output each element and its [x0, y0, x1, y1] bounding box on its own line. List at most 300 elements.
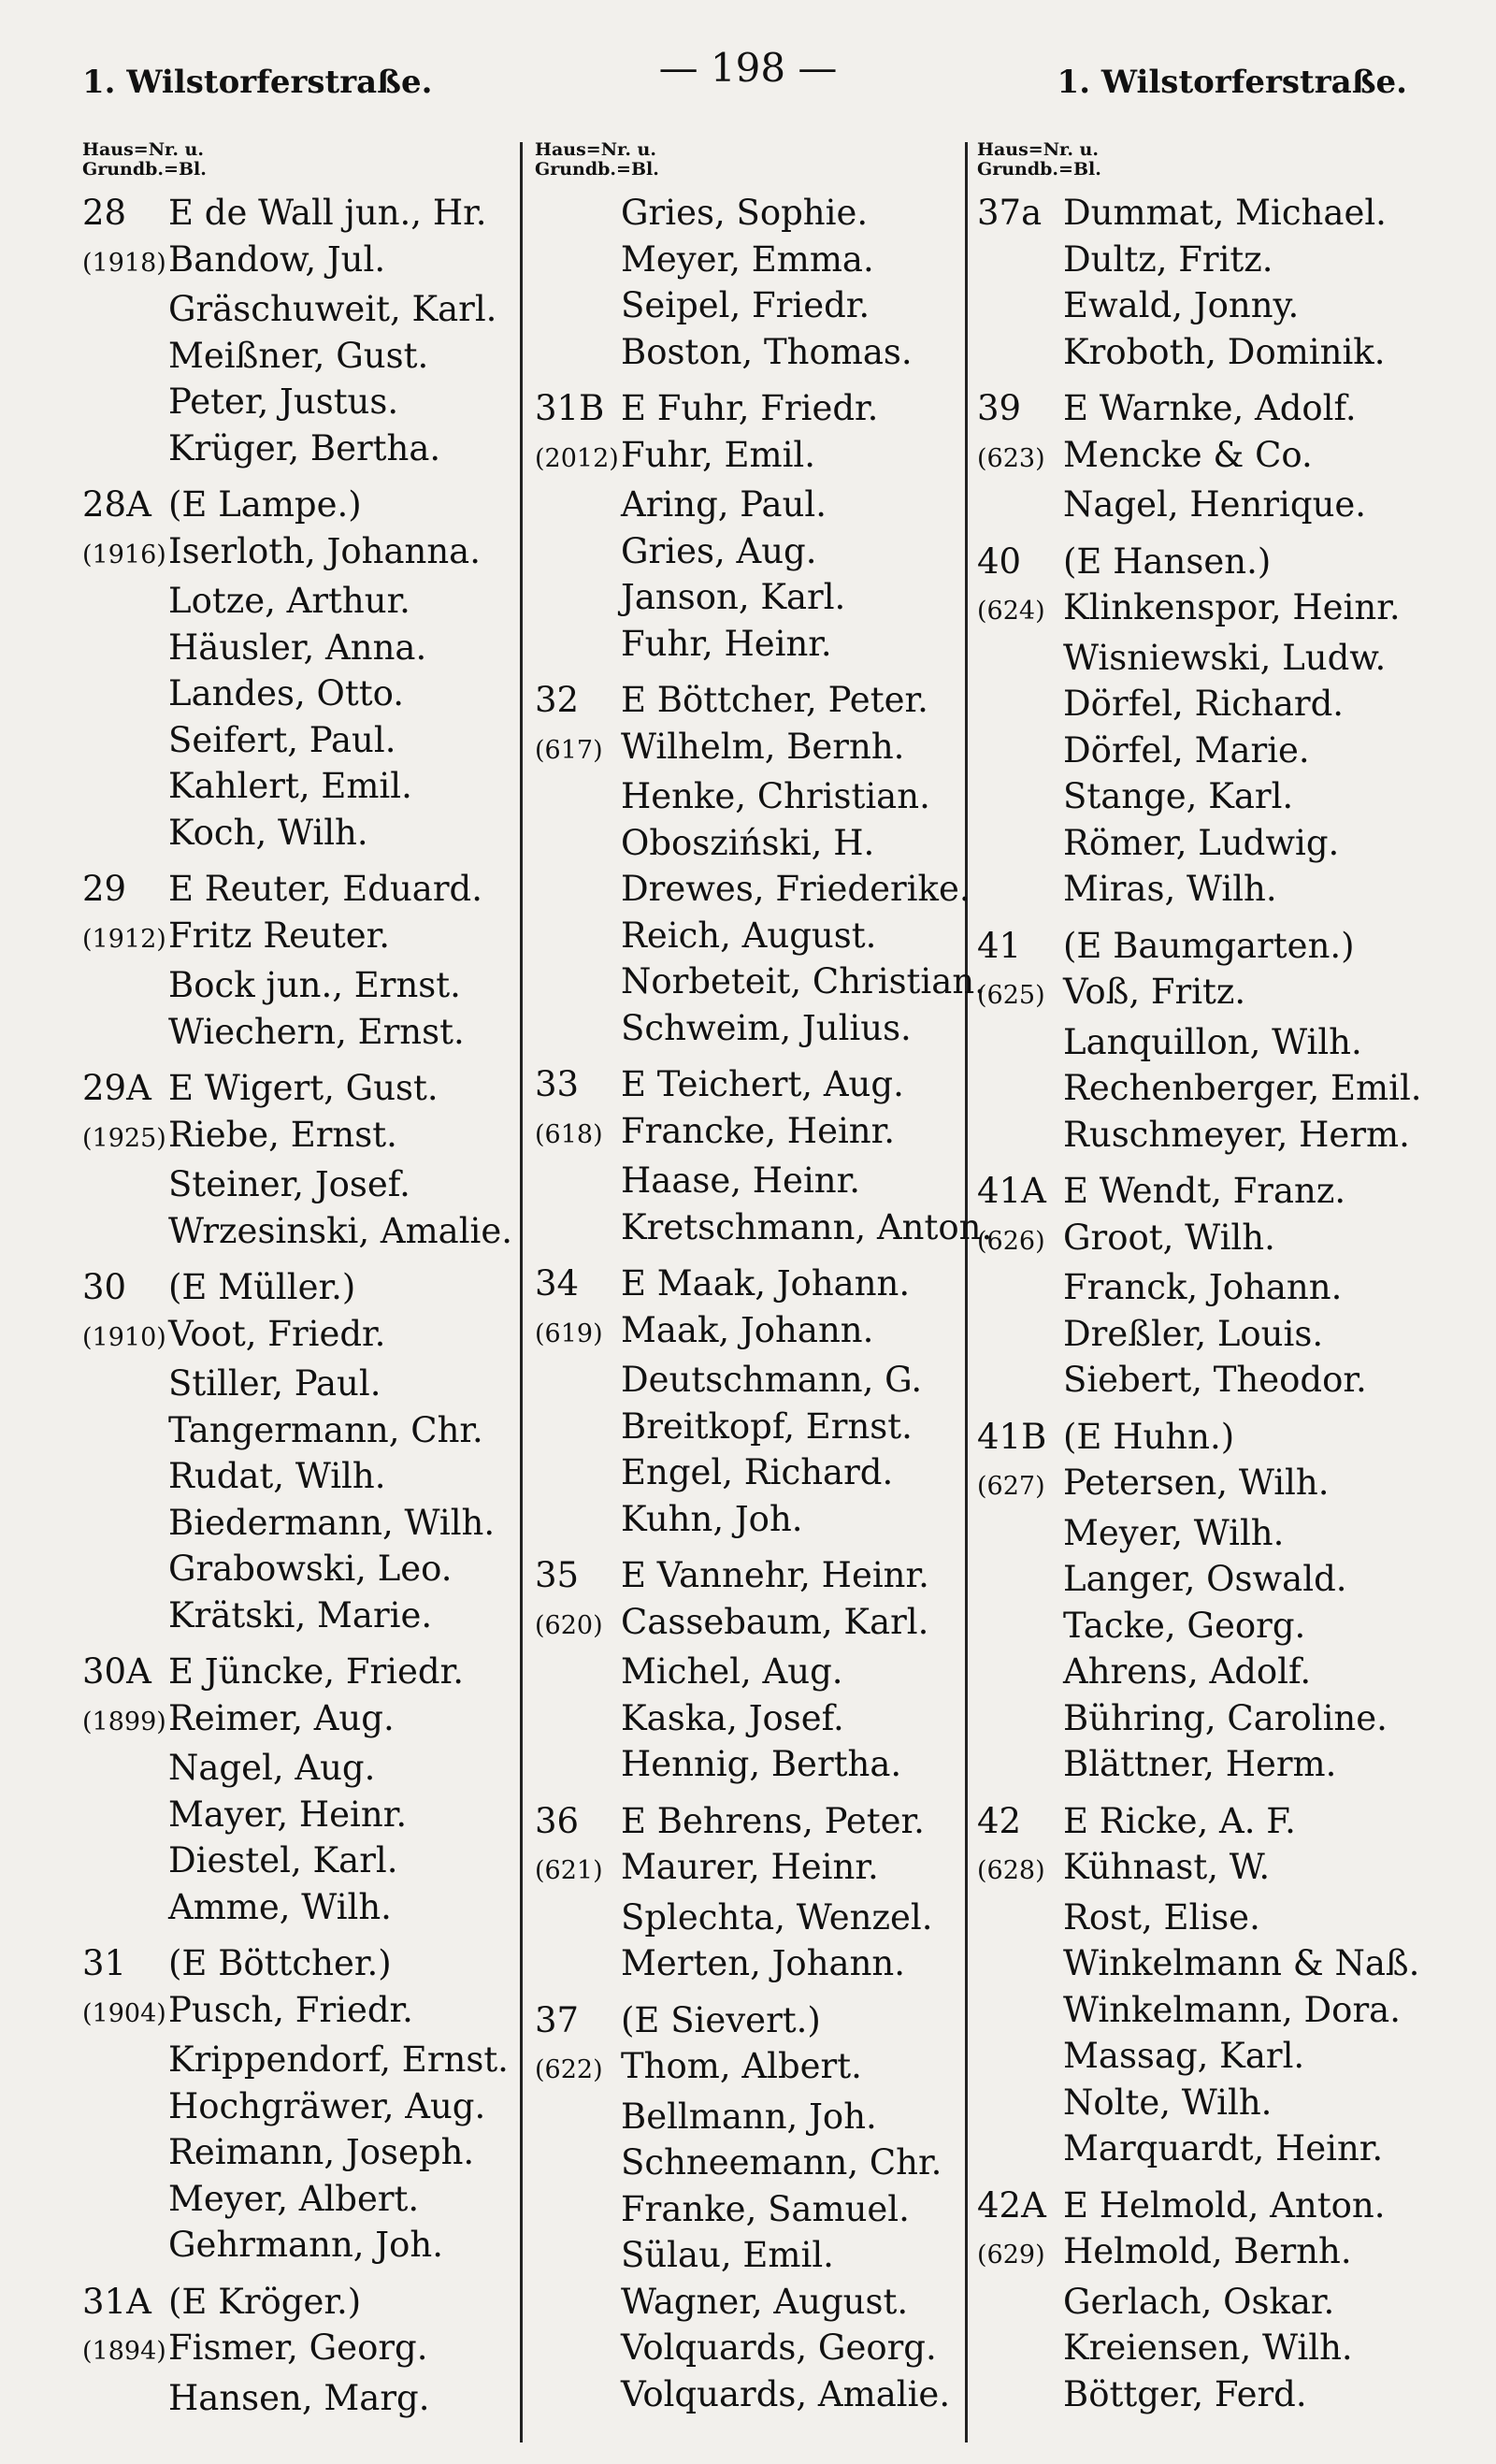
resident-name: Krüger, Bertha. — [168, 427, 441, 468]
grundbuch-number: (622) — [535, 2055, 603, 2084]
resident-name: Diestel, Karl. — [168, 1840, 398, 1880]
owner-name: (E Kröger.) — [168, 2281, 362, 2322]
entry-line — [977, 1019, 1463, 1066]
entry-line — [535, 1798, 982, 1845]
resident-name: Nagel, Aug. — [168, 1748, 376, 1788]
owner-name: E Ricke, A. F. — [1063, 1800, 1296, 1841]
resident-name: Rudat, Wilh. — [168, 1456, 386, 1496]
entry-line — [977, 773, 1463, 820]
house-number: 40 — [977, 540, 1022, 582]
resident-name: Voß, Fritz. — [1063, 972, 1246, 1012]
directory-column-2 — [535, 139, 993, 2417]
entry-line — [977, 237, 1463, 283]
resident-name: Wrzesinski, Amalie. — [168, 1210, 513, 1251]
house-number: 28 — [82, 193, 127, 233]
entry-line — [977, 1112, 1463, 1159]
resident-name: Landes, Otto. — [168, 673, 405, 713]
resident-name: Seifert, Paul. — [168, 719, 396, 760]
column-header: Haus=Nr. u. Grundb.=Bl. — [535, 139, 659, 180]
house-entry — [82, 482, 531, 856]
entry-line — [977, 1510, 1463, 1557]
entry-line — [977, 2279, 1463, 2326]
house-number: 41A — [977, 1171, 1046, 1211]
column-header: Haus=Nr. u. Grundb.=Bl. — [977, 139, 1101, 180]
house-number: 32 — [535, 680, 580, 720]
owner-name: E Wigert, Gust. — [168, 1068, 439, 1108]
resident-name: Reimer, Aug. — [168, 1697, 395, 1738]
house-entry — [535, 1798, 982, 1987]
resident-name: Kroboth, Dominik. — [1063, 331, 1386, 372]
house-entry — [977, 190, 1463, 375]
house-number: 29 — [82, 869, 127, 909]
entry-line — [535, 1895, 982, 1941]
grundbuch-number: (1918) — [82, 248, 166, 278]
house-number: 41 — [977, 925, 1022, 966]
entry-line — [82, 2083, 531, 2130]
entry-line — [82, 670, 531, 717]
house-number: 31A — [82, 2281, 151, 2322]
owner-name: E Böttcher, Peter. — [621, 680, 928, 720]
entry-line — [977, 432, 1463, 483]
entry-line — [535, 1449, 982, 1496]
entry-line — [82, 482, 531, 528]
entry-line — [82, 763, 531, 810]
entry-line — [977, 1603, 1463, 1650]
resident-name: Winkelmann & Naß. — [1063, 1943, 1420, 1983]
resident-name: Seipel, Friedr. — [621, 285, 870, 325]
entry-line — [82, 528, 531, 579]
house-number: 29A — [82, 1068, 151, 1108]
directory-column-1 — [82, 140, 531, 2421]
resident-name: Riebe, Ernst. — [168, 1114, 397, 1155]
grundbuch-number: (617) — [535, 735, 603, 765]
entry-line — [82, 866, 531, 913]
resident-name: Kreiensen, Wilh. — [1063, 2327, 1353, 2368]
entry-line — [535, 432, 982, 483]
house-number: 30 — [82, 1267, 127, 1307]
house-number: 39 — [977, 388, 1022, 428]
entry-line — [977, 482, 1463, 528]
resident-name: Klinkenspor, Heinr. — [1063, 587, 1401, 627]
entry-line — [82, 1500, 531, 1547]
house-entry — [977, 1414, 1463, 1788]
house-entry — [535, 1061, 993, 1250]
entry-line — [535, 913, 982, 959]
resident-name: Fritz Reuter. — [168, 915, 391, 956]
resident-name: Peter, Justus. — [168, 382, 399, 422]
resident-name: Hennig, Bertha. — [621, 1744, 902, 1784]
entry-line — [82, 2325, 531, 2375]
owner-name: (E Baumgarten.) — [1063, 925, 1355, 966]
grundbuch-number: (626) — [977, 1226, 1045, 1256]
owner-name: E Vannehr, Heinr. — [621, 1555, 929, 1595]
entry-line — [535, 1552, 982, 1599]
resident-name: Steiner, Josef. — [168, 1164, 410, 1204]
house-number: 33 — [535, 1064, 580, 1104]
resident-name: Kahlert, Emil. — [168, 766, 412, 806]
entry-line — [82, 1453, 531, 1500]
entry-line — [535, 482, 982, 528]
entry-line — [82, 810, 531, 857]
entry-line — [977, 1460, 1463, 1510]
entry-line — [977, 2080, 1463, 2126]
house-entry — [977, 385, 1463, 528]
resident-name: Michel, Aug. — [621, 1651, 843, 1692]
entry-line — [977, 1357, 1463, 1404]
entry-line — [535, 773, 982, 820]
entry-line — [535, 2325, 982, 2371]
entry-line — [82, 1745, 531, 1792]
grundbuch-number: (1912) — [82, 924, 166, 954]
grundbuch-number: (629) — [977, 2241, 1045, 2269]
entry-line — [82, 1592, 531, 1639]
entry-line — [535, 2043, 982, 2094]
entry-line — [535, 1204, 993, 1251]
entry-line — [977, 969, 1463, 1019]
entry-line — [82, 717, 531, 764]
entry-line — [82, 1208, 531, 1255]
entry-line — [535, 282, 982, 329]
owner-name: E Wendt, Franz. — [1063, 1171, 1346, 1211]
entry-line — [535, 1005, 982, 1052]
house-entry — [82, 2279, 531, 2422]
entry-line — [82, 333, 531, 380]
grundbuch-number: (2012) — [535, 443, 619, 473]
entry-line — [82, 237, 531, 287]
entry-line — [82, 1695, 531, 1746]
resident-name: Bock jun., Ernst. — [168, 965, 461, 1005]
resident-name: Grabowski, Leo. — [168, 1549, 453, 1589]
resident-name: Stange, Karl. — [1063, 776, 1294, 816]
entry-line — [977, 2033, 1463, 2080]
resident-name: Nagel, Henrique. — [1063, 484, 1367, 525]
entry-line — [977, 820, 1463, 867]
entry-line — [535, 1695, 982, 1742]
resident-name: Aring, Paul. — [621, 484, 827, 525]
entry-line — [82, 2037, 531, 2083]
resident-name: Dummat, Michael. — [1063, 193, 1387, 233]
entry-line — [82, 2176, 531, 2223]
owner-name: E Warnke, Adolf. — [1063, 388, 1357, 428]
resident-name: Kretschmann, Anton. — [621, 1206, 993, 1247]
resident-name: Rechenberger, Emil. — [1063, 1068, 1422, 1108]
resident-name: Massag, Karl. — [1063, 2036, 1305, 2076]
resident-name: Boston, Thomas. — [621, 331, 913, 372]
entry-line — [82, 1884, 531, 1931]
owner-name: (E Sievert.) — [621, 1999, 821, 2040]
grundbuch-number: (1904) — [82, 1998, 166, 2028]
entry-line — [535, 1307, 982, 1358]
entry-line — [977, 1844, 1463, 1895]
resident-name: Dörfel, Richard. — [1063, 684, 1345, 724]
owner-name: (E Müller.) — [168, 1267, 356, 1307]
resident-name: Volquards, Amalie. — [621, 2373, 951, 2414]
entry-line — [535, 2371, 982, 2418]
entry-line — [977, 1264, 1463, 1311]
owner-name: E Reuter, Eduard. — [168, 869, 482, 909]
resident-name: Voot, Friedr. — [168, 1313, 386, 1354]
resident-name: Nolte, Wilh. — [1063, 2082, 1273, 2123]
resident-name: Römer, Ludwig. — [1063, 822, 1340, 863]
resident-name: Volquards, Georg. — [621, 2327, 937, 2368]
entry-line — [977, 1311, 1463, 1358]
resident-name: Merten, Johann. — [621, 1943, 906, 1983]
resident-name: Bellmann, Joh. — [621, 2096, 877, 2137]
grundbuch-number: (1899) — [82, 1707, 166, 1736]
resident-name: Mencke & Co. — [1063, 434, 1313, 475]
resident-name: Janson, Karl. — [621, 577, 846, 617]
resident-name: Engel, Richard. — [621, 1452, 894, 1492]
grundbuch-number: (1925) — [82, 1123, 166, 1153]
resident-name: Kaska, Josef. — [621, 1697, 844, 1738]
entry-line — [535, 385, 982, 432]
resident-name: Tangermann, Chr. — [168, 1409, 483, 1450]
entry-line — [977, 329, 1463, 376]
house-entry — [82, 1649, 531, 1930]
house-entry — [535, 677, 985, 1051]
entry-line — [535, 866, 982, 913]
entry-line — [977, 2228, 1463, 2279]
entry-line — [82, 2279, 531, 2326]
entry-line — [535, 2232, 982, 2279]
entry-line — [535, 574, 982, 621]
owner-name: E Behrens, Peter. — [621, 1800, 925, 1841]
resident-name: Gries, Aug. — [621, 530, 817, 571]
owner-name: E Fuhr, Friedr. — [621, 388, 879, 428]
entry-line — [82, 1065, 531, 1112]
resident-name: Bandow, Jul. — [168, 238, 386, 280]
house-number: 31B — [535, 388, 605, 428]
entry-line — [977, 923, 1463, 970]
entry-line — [977, 2183, 1463, 2229]
resident-name: Krippendorf, Ernst. — [168, 2039, 509, 2080]
resident-name: Haase, Heinr. — [621, 1160, 861, 1201]
resident-name: Fismer, Georg. — [168, 2327, 428, 2368]
resident-name: Groot, Wilh. — [1063, 1217, 1275, 1258]
resident-name: Meyer, Emma. — [621, 238, 874, 280]
entry-line — [82, 578, 531, 625]
resident-name: Marquardt, Heinr. — [1063, 2128, 1384, 2169]
entry-line — [82, 1361, 531, 1407]
grundbuch-number: (624) — [977, 597, 1045, 626]
entry-line — [535, 1940, 982, 1987]
resident-name: Koch, Wilh. — [168, 812, 368, 853]
house-number: 28A — [82, 484, 151, 525]
resident-name: Gerlach, Oskar. — [1063, 2281, 1335, 2322]
resident-name: Meyer, Albert. — [168, 2178, 420, 2219]
entry-line — [535, 528, 982, 575]
grundbuch-number: (1894) — [82, 2337, 166, 2366]
resident-name: Henke, Christian. — [621, 776, 930, 816]
resident-name: Rost, Elise. — [1063, 1896, 1260, 1938]
house-entry — [82, 1940, 531, 2269]
resident-name: Winkelmann, Dora. — [1063, 1989, 1401, 2030]
entry-line — [977, 681, 1463, 728]
house-entry — [977, 923, 1463, 1159]
resident-name: Helmold, Bernh. — [1063, 2231, 1352, 2271]
entry-line — [535, 2279, 982, 2326]
entry-line — [977, 635, 1463, 682]
resident-name: Gries, Sophie. — [621, 193, 869, 233]
entry-line — [82, 1940, 531, 1987]
entry-line — [82, 1311, 531, 1362]
entry-line — [977, 866, 1463, 913]
house-entry — [82, 1264, 531, 1638]
resident-name: Miras, Wilh. — [1063, 869, 1277, 909]
entry-line — [82, 286, 531, 333]
grundbuch-number: (621) — [535, 1856, 603, 1885]
entry-line — [535, 1741, 982, 1788]
owner-name: (E Böttcher.) — [168, 1943, 392, 1983]
entry-line — [535, 677, 982, 724]
house-number: 41B — [977, 1416, 1047, 1457]
entry-line — [977, 282, 1463, 329]
entry-line — [535, 1997, 982, 2044]
entry-line — [977, 385, 1463, 432]
entry-line — [82, 190, 531, 237]
resident-name: Lotze, Arthur. — [168, 581, 410, 621]
resident-name: Drewes, Friederike. — [621, 869, 971, 909]
resident-name: Hansen, Marg. — [168, 2377, 430, 2418]
resident-name: Breitkopf, Ernst. — [621, 1405, 913, 1447]
entry-line — [977, 190, 1463, 237]
resident-name: Kühnast, W. — [1063, 1847, 1271, 1887]
entry-line — [82, 2222, 531, 2269]
owner-name: E Jüncke, Friedr. — [168, 1651, 464, 1692]
house-number: 35 — [535, 1555, 580, 1595]
resident-name: Thom, Albert. — [621, 2046, 862, 2086]
owner-name: E Maak, Johann. — [621, 1263, 911, 1304]
house-entry — [535, 1552, 982, 1788]
grundbuch-number: (623) — [977, 443, 1045, 473]
resident-name: Splechta, Wenzel. — [621, 1896, 933, 1938]
entry-line — [82, 1792, 531, 1838]
entry-line — [82, 1407, 531, 1454]
entry-line — [82, 1987, 531, 2038]
grundbuch-number: (627) — [977, 1472, 1045, 1501]
entry-line — [535, 724, 982, 774]
resident-name: Gehrmann, Joh. — [168, 2225, 443, 2265]
entry-line — [977, 2371, 1463, 2418]
grundbuch-number: (625) — [977, 981, 1045, 1010]
resident-name: Stiller, Paul. — [168, 1363, 381, 1404]
resident-name: Häusler, Anna. — [168, 627, 427, 668]
owner-name: (E Hansen.) — [1063, 540, 1272, 582]
entry-line — [977, 539, 1463, 585]
resident-name: Wagner, August. — [621, 2281, 909, 2322]
entry-line — [977, 1556, 1463, 1603]
house-number: 31 — [82, 1943, 127, 1983]
resident-name: Biedermann, Wilh. — [168, 1502, 496, 1543]
entry-line — [82, 1161, 531, 1208]
resident-name: Gräschuweit, Karl. — [168, 289, 497, 329]
owner-name: E Helmold, Anton. — [1063, 2184, 1386, 2226]
resident-name: Meyer, Wilh. — [1063, 1512, 1285, 1553]
resident-name: Amme, Wilh. — [168, 1886, 392, 1927]
house-entry — [535, 190, 982, 375]
entry-line — [535, 1404, 982, 1450]
entry-line — [977, 728, 1463, 774]
entry-line — [82, 1837, 531, 1884]
entry-line — [535, 621, 982, 668]
house-number: 37 — [535, 1999, 580, 2040]
house-entry — [82, 190, 531, 471]
grundbuch-number: (1910) — [82, 1322, 166, 1352]
entry-line — [977, 584, 1463, 635]
running-head-right: 1. Wilstorferstraße. — [1057, 64, 1407, 101]
resident-name: Mayer, Heinr. — [168, 1794, 408, 1835]
entry-line — [82, 1546, 531, 1592]
resident-name: Wisniewski, Ludw. — [1063, 637, 1387, 678]
entry-line — [977, 1940, 1463, 1987]
entry-line — [535, 1108, 982, 1159]
entry-line — [82, 2375, 531, 2422]
grundbuch-number: (619) — [535, 1318, 603, 1348]
entry-line — [82, 913, 531, 963]
entry-line — [535, 2186, 982, 2233]
resident-name: Maak, Johann. — [621, 1309, 874, 1350]
entry-line — [535, 1844, 982, 1895]
resident-name: Fuhr, Emil. — [621, 434, 815, 475]
house-entry — [977, 2183, 1463, 2418]
resident-name: Reich, August. — [621, 915, 877, 956]
entry-line — [535, 190, 982, 237]
entry-line — [535, 329, 982, 376]
resident-name: Dreßler, Louis. — [1063, 1313, 1324, 1354]
house-entry — [82, 1065, 531, 1254]
entry-line — [977, 2125, 1463, 2172]
resident-name: Tacke, Georg. — [1063, 1605, 1306, 1646]
resident-name: Norbeteit, Christian. — [621, 961, 985, 1001]
resident-name: Sülau, Emil. — [621, 2235, 834, 2275]
resident-name: Krätski, Marie. — [168, 1594, 433, 1635]
entry-line — [535, 2140, 982, 2186]
resident-name: Wiechern, Ernst. — [168, 1011, 465, 1052]
entry-line — [977, 1695, 1463, 1742]
entry-line — [977, 1895, 1463, 1941]
resident-name: Fuhr, Heinr. — [621, 623, 832, 664]
running-head-left: 1. Wilstorferstraße. — [82, 64, 433, 101]
entry-line — [535, 1599, 982, 1650]
house-entry — [82, 866, 531, 1055]
grundbuch-number: (628) — [977, 1856, 1045, 1885]
resident-name: Ahrens, Adolf. — [1063, 1651, 1312, 1692]
column-header: Haus=Nr. u. Grundb.=Bl. — [82, 139, 207, 180]
entry-line — [977, 1168, 1463, 1215]
house-number: 42 — [977, 1800, 1022, 1841]
resident-name: Blättner, Herm. — [1063, 1744, 1337, 1784]
resident-name: Franke, Samuel. — [621, 2188, 910, 2229]
entry-line — [82, 962, 531, 1009]
entry-line — [977, 1741, 1463, 1788]
entry-line — [535, 820, 982, 867]
resident-name: Schneemann, Chr. — [621, 2142, 942, 2183]
owner-name: E de Wall jun., Hr. — [168, 193, 487, 233]
resident-name: Böttger, Ferd. — [1063, 2373, 1307, 2414]
resident-name: Kuhn, Joh. — [621, 1498, 803, 1539]
entry-line — [82, 625, 531, 671]
owner-name: (E Lampe.) — [168, 484, 362, 525]
house-entry — [535, 1997, 982, 2418]
house-number: 36 — [535, 1800, 580, 1841]
entry-line — [977, 1065, 1463, 1112]
entry-line — [82, 1264, 531, 1311]
entry-line — [82, 1112, 531, 1162]
entry-line — [977, 2325, 1463, 2371]
directory-column-3 — [977, 140, 1463, 2417]
resident-name: Meißner, Gust. — [168, 335, 429, 376]
page-number: — 198 — — [658, 45, 838, 91]
